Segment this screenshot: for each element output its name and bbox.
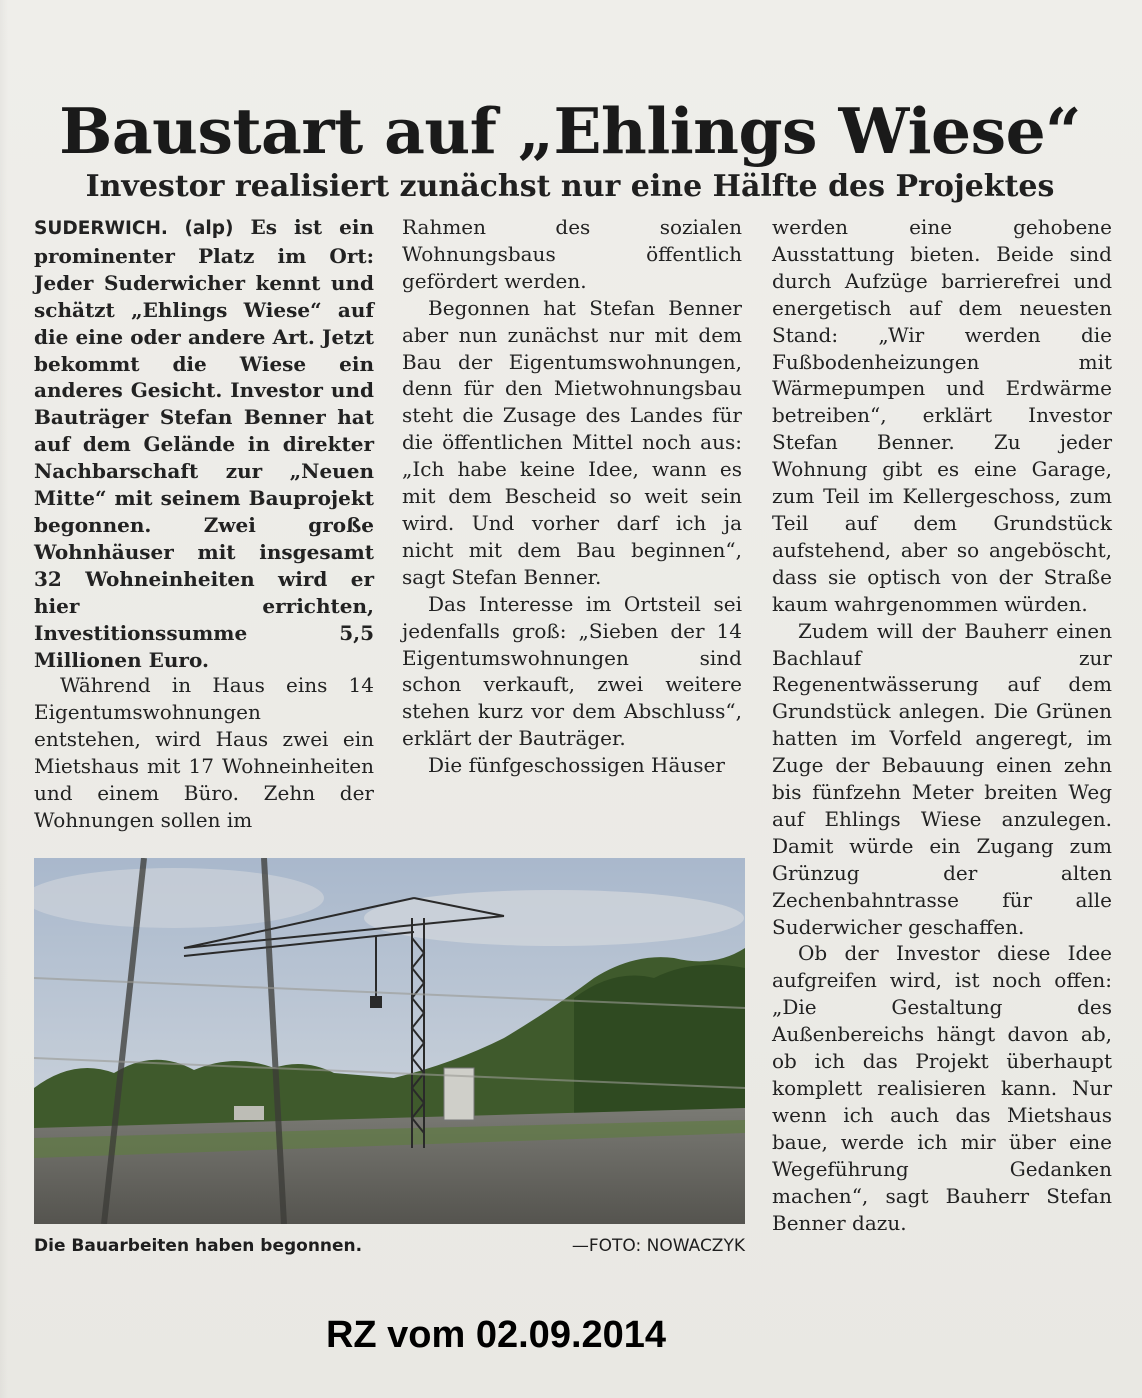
column-1 bbox=[34, 214, 374, 673]
paragraph-3: Das Interesse im Ortsteil sei jedenfalls groß: „Sieben der 14 Eigentumswohnungen sind schon verkauft, zwei weitere stehen kurz vor dem Abschluss“, erklärt der Bauträger. bbox=[402, 591, 742, 751]
paragraph-4-start: Die fünfgeschossigen Häuser bbox=[428, 753, 725, 778]
column-3 bbox=[772, 214, 1112, 1236]
dateline: SUDERWICH. (alp) bbox=[34, 218, 234, 239]
headline: Baustart auf „Ehlings Wiese“ bbox=[59, 94, 1081, 169]
construction-site-photo bbox=[34, 858, 745, 1224]
subheadline: Investor realisiert zunächst nur eine Hälfte des Projektes bbox=[85, 168, 1055, 204]
caption-text: Die Bauarbeiten haben begonnen. bbox=[34, 1236, 363, 1256]
source-label: RZ vom 02.09.2014 bbox=[325, 1314, 667, 1356]
paragraph-1-start: Während in Haus eins 14 Eigentumswohnungen entstehen, wird Haus zwei ein Mietshaus mit 17 Wohneinheiten und einem Büro. Zehn der Wohnungen sollen im bbox=[34, 673, 374, 832]
paragraph-2: Begonnen hat Stefan Benner aber nun zunächst nur mit dem Bau der Eigentumswohnungen, denn für den Mietwohnungsbau steht die Zusage des Landes für die öffentlichen Mittel noch aus: „Ich habe keine Idee, wann es mit dem Bescheid so weit sein wird. Und vorher darf ich ja nicht mit dem Bau beginnen“, sagt Stefan Benner. bbox=[402, 295, 742, 589]
paragraph-5: Zudem will der Bauherr einen Bachlauf zur Regenentwässerung auf dem Grundstück anlegen. Die Grünen hatten im Vorfeld angeregt, im Zuge der Bebauung einen zehn bis fünfzehn Meter breiten Weg auf Ehlings Wiese anzulegen. Damit würde ein Zugang zum Grünzug der alten Zechenbahntrasse für alle Suderwicher geschaffen. bbox=[772, 618, 1112, 939]
lead-paragraph bbox=[34, 214, 374, 673]
photo-credit: —FOTO: NOWACZYK bbox=[571, 1236, 745, 1256]
photo-caption bbox=[34, 1236, 745, 1262]
construction-crane-image bbox=[34, 858, 745, 1224]
lead-text: Es ist ein prominenter Platz im Ort: Jeder Suderwicher kennt und schätzt „Ehlings Wiese“ auf die eine oder andere Art. Jetzt bekommt die Wiese ein anderes Gesicht. Investor und Bauträger Stefan Benner hat auf dem Gelände in direkter Nachbarschaft zur „Neuen Mitte“ mit seinem Bauprojekt begonnen. Zwei große Wohnhäuser mit insgesamt 32 Wohneinheiten wird er hier errichten, Investitionssumme 5,5 Millionen Euro. bbox=[34, 215, 374, 672]
column-2 bbox=[402, 214, 742, 779]
paragraph-4-end: werden eine gehobene Ausstattung bieten. Beide sind durch Aufzüge barrierefrei und energetisch auf dem neuesten Stand: „Wir werden die Fußbodenheizungen mit Wärmepumpen und Erdwärme betreiben“, erklärt Investor Stefan Benner. Zu jeder Wohnung gibt es eine Garage, zum Teil im Kellergeschoss, zum Teil auf dem Grundstück aufstehend, aber so angeböscht, dass sie optisch von der Straße kaum wahrgenommen würden. bbox=[772, 215, 1112, 616]
paragraph-6: Ob der Investor diese Idee aufgreifen wird, ist noch offen: „Die Gestaltung des Außenbereichs hängt davon ab, ob ich das Projekt überhaupt komplett realisieren kann. Nur wenn ich auch das Mietshaus baue, werde ich mir über eine Wegeführung Gedanken machen“, sagt Bauherr Stefan Benner dazu. bbox=[772, 941, 1112, 1235]
paragraph-1-end: Rahmen des sozialen Wohnungsbaus öffentlich gefördert werden. bbox=[402, 215, 742, 293]
column-1-lower bbox=[34, 672, 374, 833]
